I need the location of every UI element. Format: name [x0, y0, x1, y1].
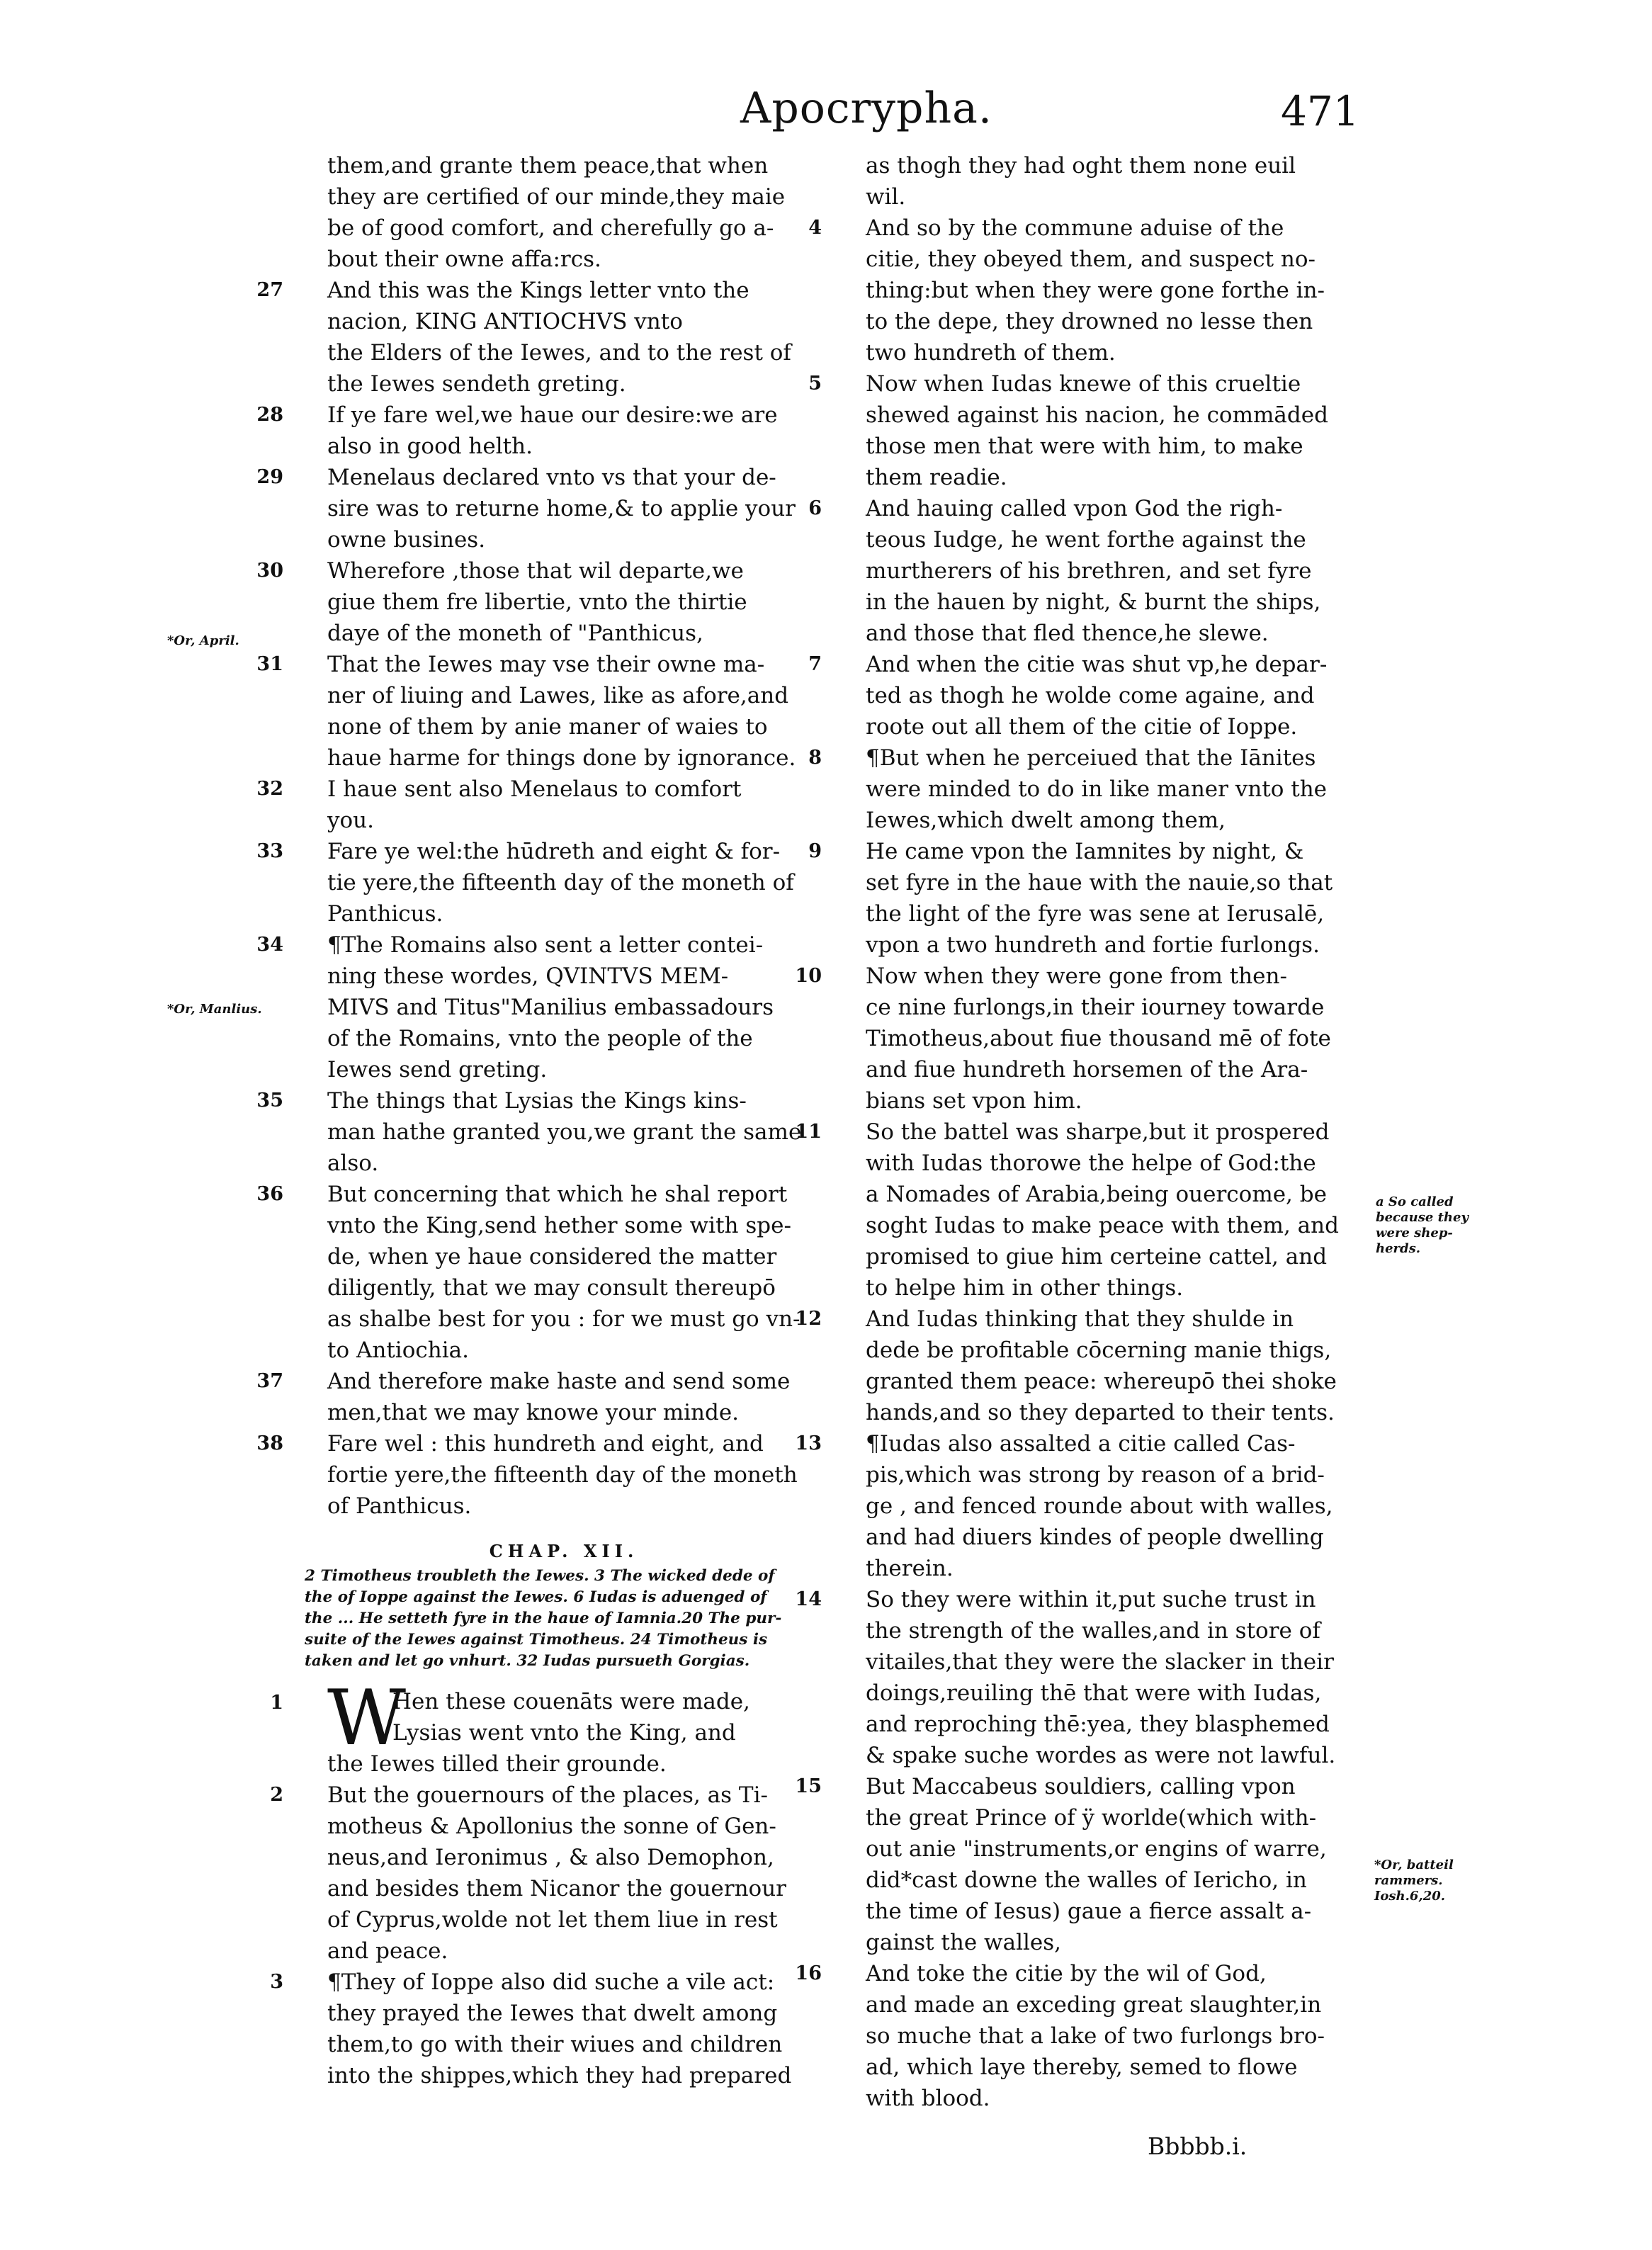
verse-text: But the gouernours of the places, as Ti-: [327, 1782, 768, 1808]
text-line: [298, 368, 830, 400]
text-line: [836, 1615, 1378, 1646]
text-line: [298, 1148, 830, 1179]
text-line: [298, 1023, 830, 1054]
text-line: [256, 1366, 830, 1397]
verse-text: therein.: [866, 1556, 954, 1581]
verse-text: vitailes,that they were the slacker in their: [866, 1649, 1334, 1675]
text-line: [298, 992, 830, 1023]
verse-text: daye of the moneth of "Panthicus,: [327, 621, 703, 646]
verse-text: and those that fled thence,he slewe.: [866, 621, 1269, 646]
verse-text: be of good comfort, and cherefully go a-: [327, 215, 774, 241]
text-line: [256, 400, 830, 431]
text-line: [298, 1272, 830, 1304]
verse-text: That the Iewes may vse their owne ma-: [327, 652, 765, 677]
text-line: [836, 1054, 1378, 1085]
text-line: [808, 368, 1378, 400]
text-line: [298, 898, 830, 929]
verse-text: gainst the walles,: [866, 1930, 1062, 1955]
text-line: [836, 2052, 1378, 2083]
text-line: [298, 244, 830, 275]
margin-note-line: because they: [1376, 1210, 1469, 1225]
verse-number: 9: [808, 840, 822, 862]
verse-number: 38: [256, 1432, 283, 1454]
text-line: [836, 431, 1378, 462]
verse-text: And this was the Kings letter vnto the: [327, 278, 749, 303]
text-line: [298, 1304, 830, 1335]
verse-text: them,to go with their wiues and children: [327, 2032, 783, 2057]
verse-text: Fare wel : this hundreth and eight, and: [327, 1431, 764, 1457]
verse-text: were minded to do in like maner vnto the: [866, 776, 1328, 802]
text-line: [836, 680, 1378, 711]
verse-text: none of them by anie maner of waies to: [327, 714, 768, 740]
verse-number: 36: [256, 1183, 283, 1205]
margin-note-nomades: [1376, 1194, 1469, 1257]
verse-text: Panthicus.: [327, 901, 443, 927]
verse-text: And hauing called vpon God the righ-: [866, 496, 1283, 521]
verse-text: with Iudas thorowe the helpe of God:the: [866, 1151, 1316, 1176]
verse-text: giue them fre libertie, vnto the thirtie: [327, 589, 747, 615]
text-line: [836, 1802, 1378, 1833]
text-line: [836, 1553, 1378, 1584]
verse-text: hands,and so they departed to their tents.: [866, 1400, 1335, 1425]
verse-text: bians set vpon him.: [866, 1088, 1082, 1114]
text-line: [298, 306, 830, 337]
verse-number: 12: [795, 1308, 822, 1330]
right-column: [795, 150, 1378, 2114]
text-line: [836, 337, 1378, 368]
verse-text: Menelaus declared vnto vs that your de-: [327, 465, 776, 490]
verse-text: tie yere,the fifteenth day of the moneth of: [327, 870, 794, 895]
text-line: [298, 587, 830, 618]
text-line: [795, 1116, 1378, 1148]
verse-text: did*cast downe the walles of Iericho, in: [866, 1867, 1307, 1893]
text-line: [808, 213, 1378, 244]
verse-text: vpon a two hundreth and fortie furlongs.: [866, 932, 1320, 958]
chapter-summary: [298, 1566, 830, 1672]
verse-number: 31: [256, 653, 283, 675]
text-line: [298, 1811, 830, 1842]
text-line: [298, 742, 830, 774]
text-line: [836, 992, 1378, 1023]
verse-text: murtherers of his brethren, and set fyre: [866, 558, 1312, 584]
verse-text: out anie "instruments,or engins of warre,: [866, 1836, 1327, 1862]
text-line: [298, 1686, 830, 1717]
verse-text: Now when they were gone from then-: [866, 963, 1287, 989]
text-line: [836, 524, 1378, 555]
text-line: [836, 1085, 1378, 1116]
verse-text: the Iewes sendeth greting.: [327, 371, 626, 397]
text-line: [836, 1023, 1378, 1054]
running-header-title: Apocrypha.: [740, 84, 992, 133]
verse-text: they prayed the Iewes that dwelt among: [327, 2001, 778, 2026]
verse-text: ning these wordes, QVINTVS MEM-: [327, 963, 729, 989]
text-line: [836, 400, 1378, 431]
text-line: [836, 150, 1378, 181]
text-line: [836, 275, 1378, 306]
verse-text: fortie yere,the fifteenth day of the moneth: [327, 1462, 798, 1488]
verse-text: doings,reuiling thē that were with Iudas,: [866, 1680, 1322, 1706]
verse-number: 3: [270, 1971, 283, 1993]
text-line: [795, 1958, 1378, 1989]
verse-text: wil.: [866, 184, 906, 210]
verse-text: the Iewes tilled their grounde.: [327, 1751, 667, 1777]
text-line: [836, 774, 1378, 805]
text-line: [795, 1584, 1378, 1615]
summary-line: taken and let go vnhurt. 32 Iudas pursueth Gorgias.: [305, 1652, 750, 1670]
text-line: [298, 337, 830, 368]
verse-text: as shalbe best for you : for we must go vn-: [327, 1306, 800, 1332]
verse-text: the Elders of the Iewes, and to the rest of: [327, 340, 791, 366]
verse-text: The things that Lysias the Kings kins-: [327, 1088, 747, 1114]
verse-text: ge , and fenced rounde about with walles,: [866, 1493, 1333, 1519]
page-number: 471: [1281, 87, 1359, 135]
text-line: [836, 1646, 1378, 1678]
verse-text: granted them peace: whereupō thei shoke: [866, 1369, 1337, 1394]
text-line: [795, 1428, 1378, 1459]
text-line: [298, 524, 830, 555]
verse-text: & spake suche wordes as were not lawful.: [866, 1743, 1336, 1768]
chapter-heading: CHAP. XII.: [489, 1541, 639, 1561]
verse-text: Iewes send greting.: [327, 1057, 548, 1082]
text-line: [298, 1935, 830, 1967]
text-line: [256, 555, 830, 587]
text-line: [836, 1210, 1378, 1241]
verse-number: 14: [795, 1588, 822, 1610]
summary-line: the ... He setteth fyre in the haue of Iamnia.20 The pur-: [305, 1610, 782, 1627]
text-line: [298, 1904, 830, 1935]
summary-line: suite of the Iewes against Timotheus. 24 Timotheus is: [305, 1631, 768, 1649]
text-line: [256, 836, 830, 867]
text-line: [836, 244, 1378, 275]
verse-text: And when the citie was shut vp,he depar-: [866, 652, 1328, 677]
verse-text: those men that were with him, to make: [866, 434, 1303, 459]
verse-number: 13: [795, 1432, 822, 1454]
verse-number: 11: [795, 1121, 822, 1143]
margin-note-line: were shep-: [1376, 1226, 1453, 1240]
text-line: [836, 587, 1378, 618]
text-line: [256, 1085, 830, 1116]
verse-text: and reproching thē:yea, they blasphemed: [866, 1712, 1330, 1737]
text-line: [836, 1989, 1378, 2020]
verse-text: Wherefore ,those that wil departe,we: [327, 558, 744, 584]
margin-note-line: Iosh.6,20.: [1374, 1889, 1446, 1904]
verse-text: diligently, that we may consult thereupō: [327, 1275, 776, 1301]
text-line: [836, 805, 1378, 836]
verse-text: you.: [327, 808, 374, 833]
margin-note-line: *Or, batteil: [1374, 1858, 1454, 1872]
verse-number: 4: [808, 217, 822, 239]
text-line: [836, 2020, 1378, 2052]
verse-text: He came vpon the Iamnites by night, &: [866, 839, 1304, 864]
text-line: [808, 493, 1378, 524]
verse-text: to Antiochia.: [327, 1338, 469, 1363]
text-line: [808, 742, 1378, 774]
text-line: [298, 618, 830, 649]
signature-mark: Bbbbb.i.: [1148, 2132, 1248, 2160]
verse-text: the great Prince of ÿ worlde(which with-: [866, 1805, 1317, 1831]
verse-number: 37: [256, 1370, 283, 1392]
text-line: [836, 867, 1378, 898]
verse-number: 2: [270, 1784, 283, 1806]
verse-text: And so by the commune aduise of the: [866, 215, 1284, 241]
text-line: [256, 649, 830, 680]
verse-number: 1: [270, 1692, 283, 1714]
text-line: [836, 1272, 1378, 1304]
verse-text: ce nine furlongs,in their iourney towarde: [866, 995, 1325, 1020]
verse-text: sire was to returne home,& to applie your: [327, 496, 796, 521]
text-line: [795, 1304, 1378, 1335]
text-line: [298, 711, 830, 742]
verse-text: Timotheus,about fiue thousand mē of fote: [866, 1026, 1331, 1051]
text-line: [298, 1491, 830, 1522]
verse-text: pis,which was strong by reason of a brid-: [866, 1462, 1325, 1488]
verse-number: 7: [808, 653, 822, 675]
text-line: [836, 1865, 1378, 1896]
verse-text: set fyre in the haue with the nauie,so that: [866, 870, 1333, 895]
text-line: [836, 1896, 1378, 1927]
verse-text: with blood.: [866, 2086, 990, 2111]
verse-text: two hundreth of them.: [866, 340, 1116, 366]
text-line: [795, 961, 1378, 992]
verse-text: ner of liuing and Lawes, like as afore,and: [327, 683, 789, 708]
verse-text: and made an exceding great slaughter,in: [866, 1992, 1322, 2018]
verse-text: also in good helth.: [327, 434, 533, 459]
verse-text: the time of Iesus) gaue a fierce assalt a-: [866, 1899, 1312, 1924]
verse-number: 10: [795, 965, 822, 987]
margin-note-manlius: *Or, Manlius.: [167, 1002, 262, 1017]
text-line: [298, 680, 830, 711]
verse-text: bout their owne affa:rcs.: [327, 247, 601, 272]
verse-text: And therefore make haste and send some: [327, 1369, 791, 1394]
verse-text: de, when ye haue considered the matter: [327, 1244, 777, 1270]
text-line: [836, 1491, 1378, 1522]
verse-text: men,that we may knowe your minde.: [327, 1400, 740, 1425]
text-line: [836, 1459, 1378, 1491]
verse-text: vnto the King,send hether some with spe-: [327, 1213, 791, 1238]
verse-number: 34: [256, 934, 283, 956]
verse-text: ¶Iudas also assalted a citie called Cas-: [866, 1431, 1296, 1457]
text-line: [256, 462, 830, 493]
verse-text: citie, they obeyed them, and suspect no-: [866, 247, 1316, 272]
text-line: [836, 929, 1378, 961]
verse-text: also.: [327, 1151, 379, 1176]
margin-note-april: *Or, April.: [167, 633, 239, 648]
verse-text: But Maccabeus souldiers, calling vpon: [866, 1774, 1296, 1799]
text-line: [298, 493, 830, 524]
text-line: [298, 2029, 830, 2060]
text-line: [270, 1967, 830, 1998]
text-line: [298, 1397, 830, 1428]
text-line: [298, 961, 830, 992]
verse-text: teous Iudge, he went forthe against the: [866, 527, 1306, 553]
verse-text: and fiue hundreth horsemen of the Ara-: [866, 1057, 1308, 1082]
text-line: [256, 275, 830, 306]
text-line: [270, 1780, 830, 1811]
text-line: [298, 805, 830, 836]
text-line: [298, 867, 830, 898]
margin-note-rammers: [1374, 1858, 1454, 1904]
text-line: [795, 1771, 1378, 1802]
summary-line: the of Ioppe against the Iewes. 6 Iudas is aduenged of: [305, 1588, 767, 1606]
text-line: [836, 1678, 1378, 1709]
verse-number: 30: [256, 560, 283, 582]
text-line: [298, 1459, 830, 1491]
text-line: [836, 2083, 1378, 2114]
text-line: [298, 1335, 830, 1366]
verse-text: in the hauen by night, & burnt the ships,: [866, 589, 1321, 615]
text-line: [836, 1927, 1378, 1958]
verse-text: Now when Iudas knewe of this crueltie: [866, 371, 1301, 397]
text-line: [836, 618, 1378, 649]
text-line: [298, 181, 830, 213]
verse-text: them,and grante them peace,that when: [327, 153, 769, 179]
verse-text: shewed against his nacion, he commāded: [866, 402, 1328, 428]
text-line: [836, 555, 1378, 587]
verse-text: ¶The Romains also sent a letter contei-: [327, 932, 764, 958]
text-line: [836, 1366, 1378, 1397]
verse-text: roote out all them of the citie of Ioppe.: [866, 714, 1298, 740]
verse-text: dede be profitable cōcerning manie thigs,: [866, 1338, 1332, 1363]
verse-text: Fare ye wel:the hūdreth and eight & for-: [327, 839, 781, 864]
text-line: [808, 836, 1378, 867]
text-line: [298, 1210, 830, 1241]
text-line: [836, 1148, 1378, 1179]
verse-text: I haue sent also Menelaus to comfort: [327, 776, 742, 802]
verse-text: So they were within it,put suche trust in: [866, 1587, 1316, 1612]
summary-line: 2 Timotheus troubleth the Iewes. 3 The wicked dede of: [305, 1567, 775, 1585]
text-line: [298, 150, 830, 181]
verse-text: And toke the citie by the wil of God,: [866, 1961, 1267, 1986]
text-line: [256, 1179, 830, 1210]
left-column: [256, 150, 830, 2091]
margin-note-line: rammers.: [1374, 1873, 1443, 1888]
text-line: [836, 462, 1378, 493]
verse-text: promised to giue him certeine cattel, and: [866, 1244, 1328, 1270]
text-line: [836, 1179, 1378, 1210]
verse-number: 5: [808, 373, 822, 395]
verse-text: so muche that a lake of two furlongs bro-: [866, 2023, 1325, 2049]
verse-number: 8: [808, 747, 822, 769]
verse-text: ad, which laye thereby, semed to flowe: [866, 2054, 1298, 2080]
text-line: [836, 1397, 1378, 1428]
text-line: [298, 1998, 830, 2029]
verse-text: of the Romains, vnto the people of the: [327, 1026, 753, 1051]
text-line: [256, 1428, 830, 1459]
verse-number: 35: [256, 1090, 283, 1112]
verse-text: Hen these couenāts were made,: [392, 1689, 750, 1714]
text-line: [256, 929, 830, 961]
text-line: [836, 306, 1378, 337]
text-line: [298, 1842, 830, 1873]
verse-number: 33: [256, 840, 283, 862]
text-line: [836, 1740, 1378, 1771]
verse-text: and had diuers kindes of people dwelling: [866, 1525, 1324, 1550]
text-line: [836, 1709, 1378, 1740]
margin-note-line: a So called: [1376, 1194, 1454, 1209]
verse-number: 27: [256, 279, 283, 301]
verse-number: 15: [795, 1775, 822, 1797]
verse-number: 16: [795, 1962, 822, 1984]
verse-text: the light of the fyre was sene at Ierusalē,: [866, 901, 1325, 927]
text-line: [836, 1335, 1378, 1366]
verse-text: Iewes,which dwelt among them,: [866, 808, 1226, 833]
verse-text: a Nomades of Arabia,being ouercome, be: [866, 1182, 1327, 1207]
text-line: [836, 898, 1378, 929]
verse-text: as thogh they had oght them none euil: [866, 153, 1296, 179]
text-line: [836, 1522, 1378, 1553]
text-line: [298, 431, 830, 462]
verse-text: But concerning that which he shal report: [327, 1182, 788, 1207]
verse-number: 29: [256, 466, 283, 488]
verse-text: to helpe him in other things.: [866, 1275, 1184, 1301]
drop-cap-letter: W: [327, 1674, 407, 1763]
verse-text: owne busines.: [327, 527, 486, 553]
verse-text: soght Iudas to make peace with them, and: [866, 1213, 1339, 1238]
verse-text: MIVS and Titus"Manilius embassadours: [327, 995, 774, 1020]
text-line: [298, 1717, 830, 1748]
verse-text: And Iudas thinking that they shulde in: [866, 1306, 1294, 1332]
text-line: [256, 774, 830, 805]
verse-text: neus,and Ieronimus , & also Demophon,: [327, 1845, 774, 1870]
text-line: [298, 2060, 830, 2091]
verse-text: of Cyprus,wolde not let them liue in rest: [327, 1907, 778, 1933]
verse-text: ¶They of Ioppe also did suche a vile act:: [327, 1969, 775, 1995]
text-line: [298, 1241, 830, 1272]
text-line: [298, 213, 830, 244]
verse-text: and besides them Nicanor the gouernour: [327, 1876, 786, 1901]
verse-text: the strength of the walles,and in store of: [866, 1618, 1320, 1644]
verse-number: 6: [808, 497, 822, 519]
verse-text: they are certified of our minde,they maie: [327, 184, 786, 210]
text-line: [836, 711, 1378, 742]
verse-text: to the depe, they drowned no lesse then: [866, 309, 1313, 334]
text-line: [836, 181, 1378, 213]
text-line: [298, 1873, 830, 1904]
verse-text: ted as thogh he wolde come againe, and: [866, 683, 1315, 708]
verse-text: thing:but when they were gone forthe in-: [866, 278, 1325, 303]
verse-text: So the battel was sharpe,but it prospered: [866, 1119, 1330, 1145]
text-line: [836, 1241, 1378, 1272]
verse-text: If ye fare wel,we haue our desire:we are: [327, 402, 778, 428]
verse-text: nacion, KING ANTIOCHVS vnto: [327, 309, 683, 334]
margin-note-line: herds.: [1376, 1241, 1421, 1256]
text-line: [298, 1748, 830, 1780]
verse-text: man hathe granted you,we grant the same: [327, 1119, 802, 1145]
verse-text: of Panthicus.: [327, 1493, 472, 1519]
verse-text: and peace.: [327, 1938, 448, 1964]
verse-text: Lysias went vnto the King, and: [392, 1720, 736, 1746]
verse-text: into the shippes,which they had prepared: [327, 2063, 792, 2088]
verse-text: them readie.: [866, 465, 1007, 490]
text-line: [298, 1054, 830, 1085]
text-line: [836, 1833, 1378, 1865]
verse-text: motheus & Apollonius the sonne of Gen-: [327, 1814, 776, 1839]
verse-number: 32: [256, 778, 283, 800]
verse-text: haue harme for things done by ignorance.: [327, 745, 796, 771]
text-line: [808, 649, 1378, 680]
verse-text: ¶But when he perceiued that the Iānites: [866, 745, 1316, 771]
verse-number: 28: [256, 404, 283, 426]
text-line: [298, 1116, 830, 1148]
